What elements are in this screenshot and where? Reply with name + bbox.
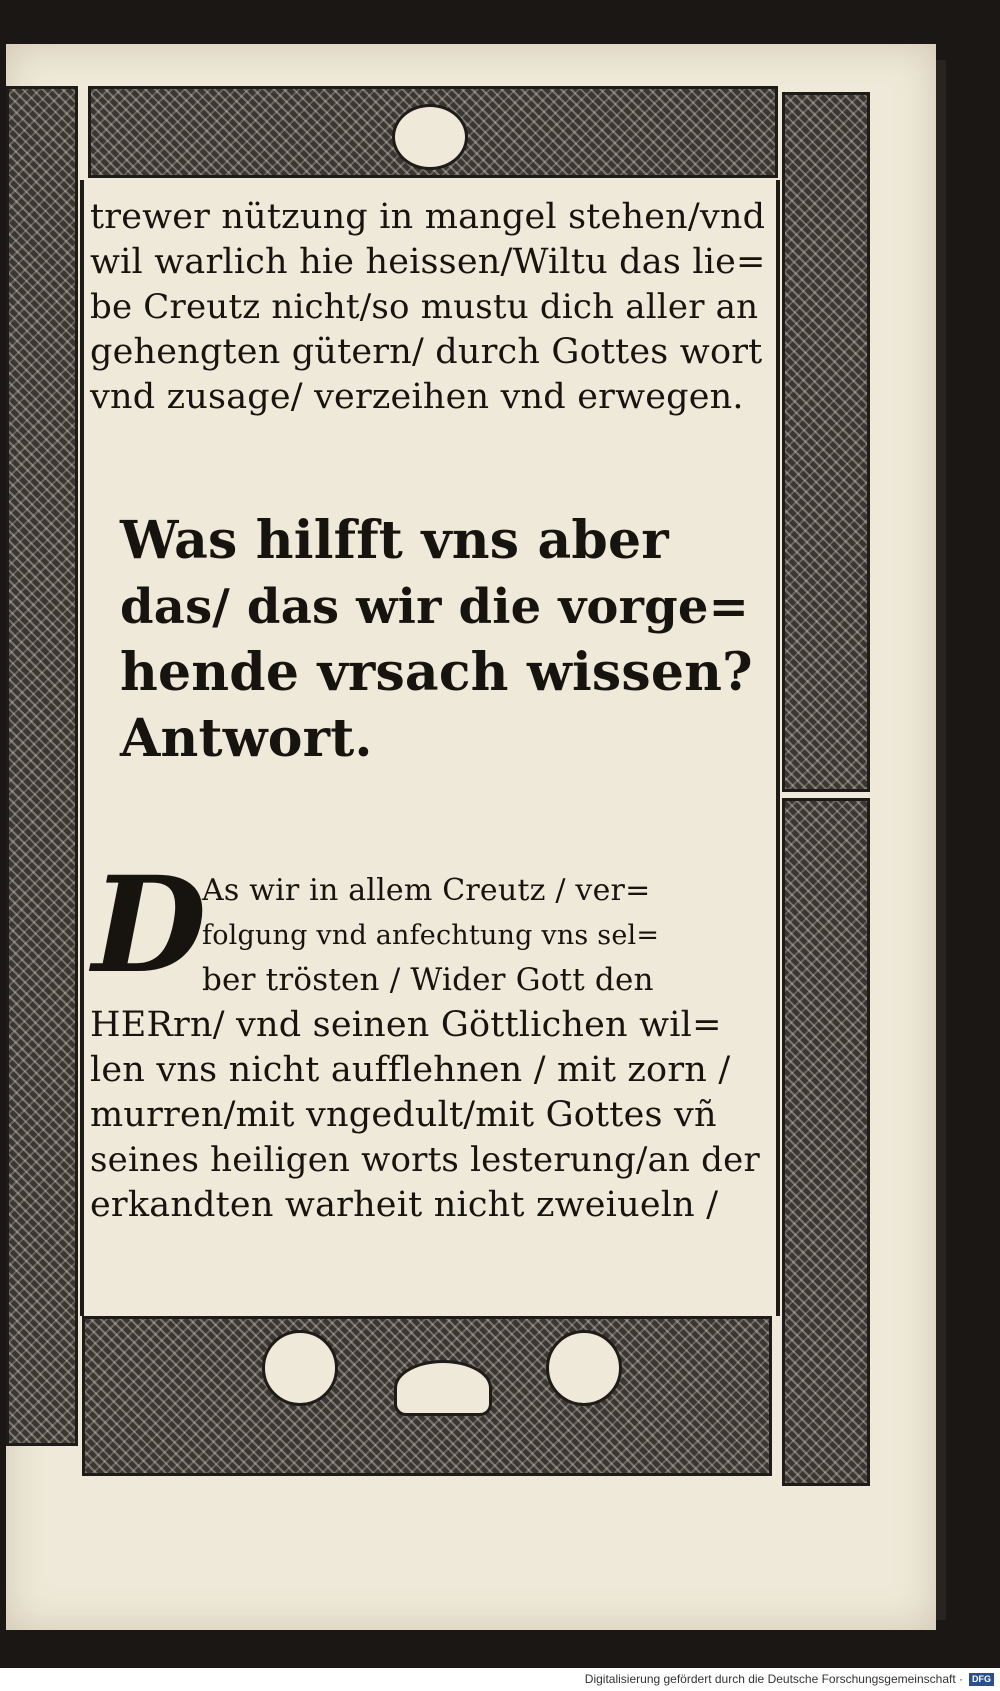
text-line: murren/mit vngedult/mit Gottes vñ <box>90 1095 717 1135</box>
heading-line: hende vrsach wissen? <box>120 642 753 703</box>
text-line: be Creutz nicht/so mustu dich aller an <box>90 287 759 327</box>
page-edge <box>936 60 946 1620</box>
grotesque-face-ornament <box>392 104 468 170</box>
dfg-logo: DFG <box>969 1673 994 1686</box>
digitization-footer <box>0 1668 1000 1691</box>
text-line: folgung vnd anfechtung vns sel= <box>202 920 660 951</box>
text-line: wil warlich hie heissen/Wiltu das lie= <box>90 242 766 282</box>
footer-credit: Digitalisierung gefördert durch die Deutsche Forschungsgemeinschaft · <box>584 1672 963 1686</box>
right-ornamental-pillar-upper <box>782 92 870 792</box>
text-line: As wir in allem Creutz / ver= <box>202 873 651 908</box>
left-ornamental-pillar <box>6 86 78 1446</box>
text-line: erkandten warheit nicht zweiueln / <box>90 1185 719 1225</box>
heading-line: Antwort. <box>120 708 373 769</box>
text-line: len vns nicht aufflehnen / mit zorn / <box>90 1050 731 1090</box>
section-heading <box>120 508 760 772</box>
paragraph-1 <box>90 195 774 420</box>
heading-line: Was hilfft vns aber <box>120 510 669 571</box>
heading-line: das/ das wir die vorge= <box>120 579 750 635</box>
text-line: vnd zusage/ verzeihen vnd erwegen. <box>90 377 744 417</box>
text-line: gehengten gütern/ durch Gottes wort <box>90 332 763 372</box>
right-ornamental-pillar-lower <box>782 798 870 1486</box>
text-line: ber trösten / Wider Gott den <box>202 962 654 998</box>
right-frame-rule <box>776 180 780 1316</box>
text-line: seines heiligen worts lesterung/an der <box>90 1140 760 1180</box>
urn-ornament <box>394 1360 492 1416</box>
text-line: trewer nützung in mangel stehen/vnd <box>90 197 766 237</box>
right-putto-ornament <box>546 1330 622 1406</box>
drop-capital: D <box>92 848 207 1003</box>
left-putto-ornament <box>262 1330 338 1406</box>
paragraph-2 <box>90 848 774 1228</box>
text-line: HERrn/ vnd seinen Göttlichen wil= <box>90 1005 722 1045</box>
left-frame-rule <box>80 180 84 1316</box>
